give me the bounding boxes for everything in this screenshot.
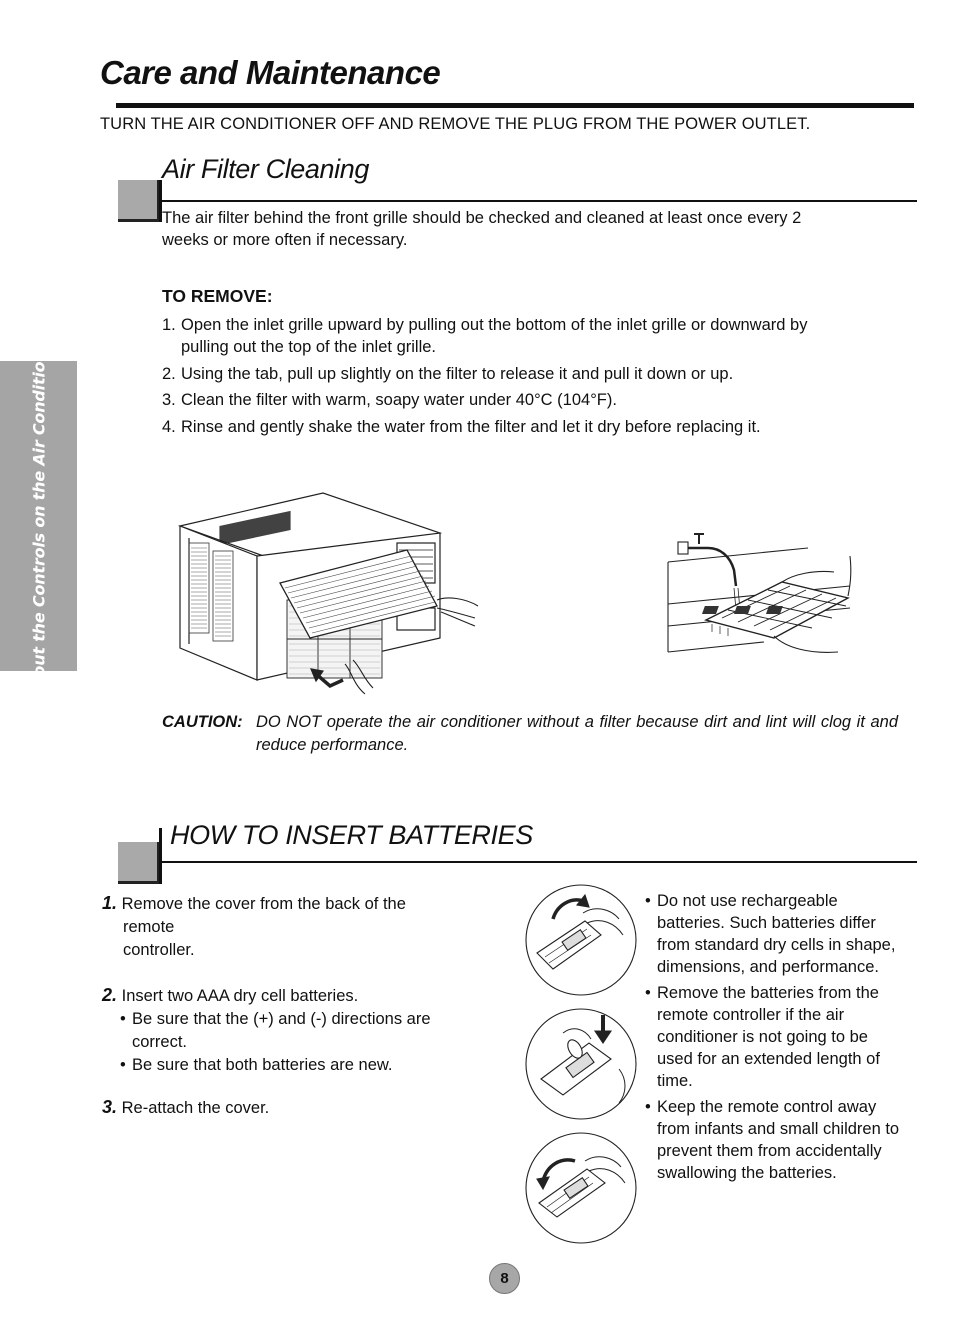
battery-notes xyxy=(645,890,907,1188)
step-number: 3. xyxy=(102,1097,118,1117)
section-rule xyxy=(162,200,917,202)
intro-line: The air filter behind the front grille should be checked and cleaned at least once every 2 xyxy=(162,209,802,227)
step-number: 1. xyxy=(102,893,118,913)
air-filter-heading: Air Filter Cleaning xyxy=(162,154,369,184)
list-item xyxy=(162,314,902,358)
air-conditioner-illustration xyxy=(175,488,485,700)
bullet-text: correct. xyxy=(132,1033,188,1051)
battery-step-3 xyxy=(102,1096,472,1120)
intro-line: weeks or more often if necessary. xyxy=(162,231,408,249)
filter-washing-illustration xyxy=(664,526,854,668)
bullet-text: • Be sure that the (+) and (-) directions are xyxy=(132,1010,431,1028)
caution-label: CAUTION: xyxy=(162,713,243,731)
list-item: • Remove the batteries from the remote controller if the air conditioner is not going to be used for an extended length of time. xyxy=(645,982,907,1092)
page-title: Care and Maintenance xyxy=(100,54,441,91)
step-text: Open the inlet grille upward by pulling out the bottom of the inlet grille or downward by xyxy=(181,316,808,334)
caution-note xyxy=(162,711,898,757)
remove-steps xyxy=(162,314,902,442)
list-item: • Be sure that both batteries are new. xyxy=(120,1054,482,1077)
list-item xyxy=(162,416,902,438)
step-text: Re-attach the cover. xyxy=(121,1099,270,1117)
section-marker-line xyxy=(159,828,162,884)
step-text: Clean the filter with warm, soapy water under 40°C (104°F). xyxy=(181,391,617,409)
step-text: Rinse and gently shake the water from the filter and let it dry before replacing it. xyxy=(181,417,761,436)
battery-step-2 xyxy=(102,984,482,1077)
list-item: • Keep the remote control away from infants and small children to prevent them from accidentally swallowing the batteries. xyxy=(645,1096,907,1184)
remote-battery-illustrations xyxy=(523,883,639,1247)
step-number: 1. xyxy=(162,316,176,334)
step-text: Insert two AAA dry cell batteries. xyxy=(121,987,359,1005)
power-warning: TURN THE AIR CONDITIONER OFF AND REMOVE THE PLUG FROM THE POWER OUTLET. xyxy=(100,115,811,133)
page-number: 8 xyxy=(489,1263,520,1294)
section-rule xyxy=(162,861,917,863)
list-item: • Do not use rechargeable batteries. Such batteries differ from standard dry cells in shape, dimensions, and performance. xyxy=(645,890,907,978)
step-number: 2. xyxy=(102,985,118,1005)
title-rule xyxy=(116,103,914,108)
section-marker xyxy=(118,180,160,222)
step-text: controller. xyxy=(123,941,195,959)
step-text: pulling out the top of the inlet grille. xyxy=(181,338,437,356)
list-item xyxy=(120,1008,482,1054)
step-number: 4. xyxy=(162,417,176,436)
battery-step-1 xyxy=(102,892,472,962)
caution-text: DO NOT operate the air conditioner without a filter because dirt and lint will clog it and reduce performance. xyxy=(256,713,898,754)
list-item xyxy=(162,389,902,411)
list-item xyxy=(162,363,902,385)
step-text: Remove the cover from the back of the xyxy=(121,895,406,913)
step-number: 3. xyxy=(162,391,176,409)
air-filter-intro xyxy=(162,207,801,251)
step-number: 2. xyxy=(162,364,176,383)
section-marker xyxy=(118,842,160,884)
batteries-heading: HOW TO INSERT BATTERIES xyxy=(170,820,533,850)
step-text: Using the tab, pull up slightly on the filter to release it and pull it down or up. xyxy=(181,364,734,383)
side-tab-label: About the Controls on the Air Conditioner xyxy=(29,332,48,700)
to-remove-heading: TO REMOVE: xyxy=(162,286,273,306)
side-tab xyxy=(0,332,77,700)
step-text: remote xyxy=(123,918,175,936)
